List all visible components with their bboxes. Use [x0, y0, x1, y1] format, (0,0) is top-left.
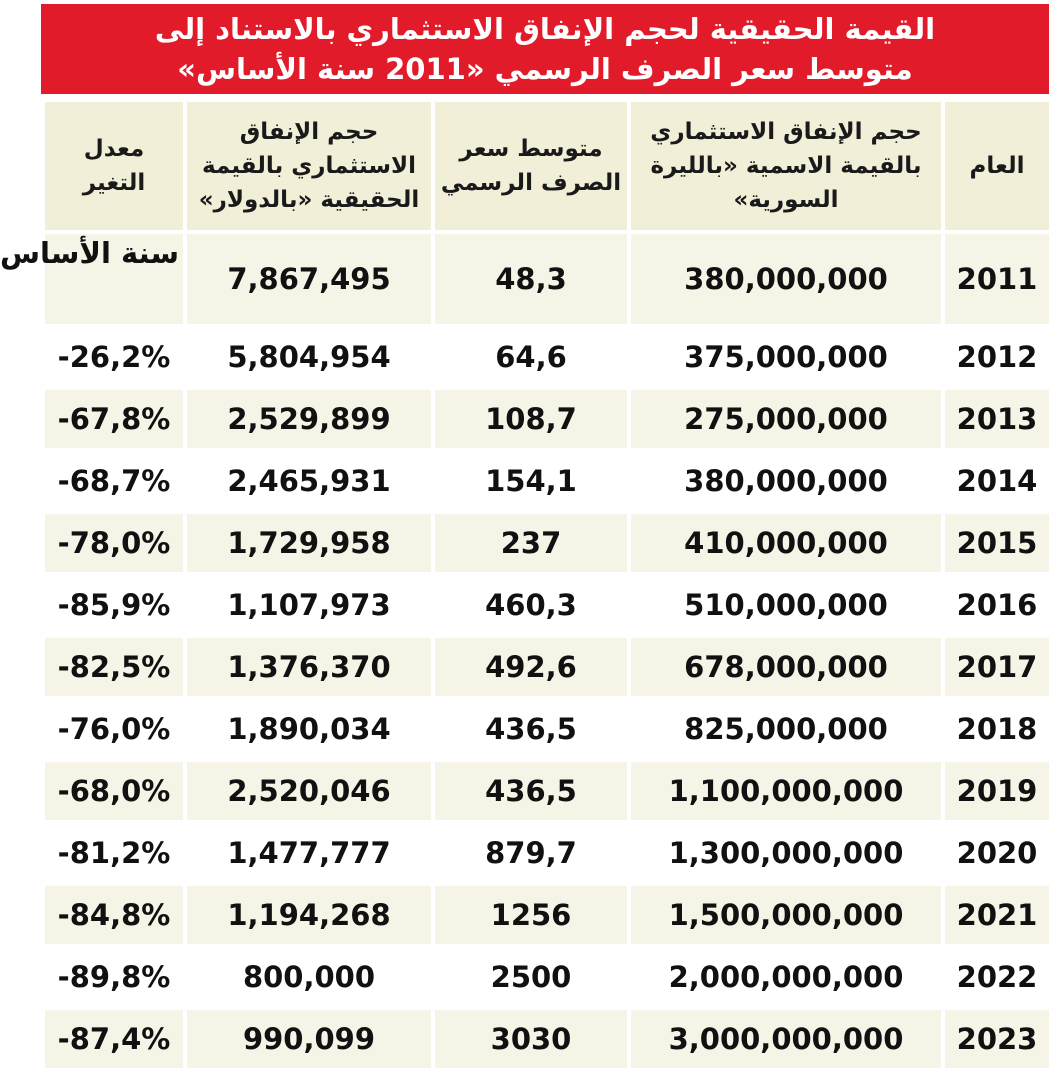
header-year	[945, 102, 1049, 230]
cell-year: 2017	[945, 638, 1049, 696]
cell-year: 2012	[945, 328, 1049, 386]
cell-change: -82,5%	[45, 638, 183, 696]
cell-real: 5,804,954	[187, 328, 431, 386]
cell-rate: 108,7	[435, 390, 627, 448]
cell-nominal: 2,000,000,000	[631, 948, 941, 1006]
cell-nominal: 380,000,000	[631, 234, 941, 324]
cell-nominal: 275,000,000	[631, 390, 941, 448]
cell-change: سنة الأساس	[45, 234, 183, 324]
cell-rate: 2500	[435, 948, 627, 1006]
header-change	[45, 102, 183, 230]
table-body	[0, 234, 1049, 1068]
header-real	[187, 102, 431, 230]
table-row	[45, 762, 1049, 820]
cell-rate: 154,1	[435, 452, 627, 510]
cell-change: -78,0%	[45, 514, 183, 572]
table-header	[45, 102, 1049, 230]
cell-rate: 64,6	[435, 328, 627, 386]
cell-change: -87,4%	[45, 1010, 183, 1068]
cell-rate: 1256	[435, 886, 627, 944]
header-nominal-label: حجم الإنفاق الاستثماري بالقيمة الاسمية «بالليرة السورية»	[650, 119, 922, 213]
table-row	[45, 886, 1049, 944]
cell-nominal: 1,300,000,000	[631, 824, 941, 882]
cell-rate: 460,3	[435, 576, 627, 634]
header-change-label: معدل التغير	[82, 136, 146, 196]
cell-rate: 436,5	[435, 700, 627, 758]
cell-change: -89,8%	[45, 948, 183, 1006]
cell-change: -81,2%	[45, 824, 183, 882]
cell-rate: 3030	[435, 1010, 627, 1068]
header-real-label: حجم الإنفاق الاستثماري بالقيمة الحقيقية «بالدولار»	[198, 119, 420, 213]
cell-year: 2015	[945, 514, 1049, 572]
table-row	[45, 390, 1049, 448]
table-row	[45, 948, 1049, 1006]
cell-real: 1,890,034	[187, 700, 431, 758]
cell-real: 2,465,931	[187, 452, 431, 510]
table-row	[45, 576, 1049, 634]
cell-nominal: 825,000,000	[631, 700, 941, 758]
table-row	[45, 328, 1049, 386]
cell-real: 800,000	[187, 948, 431, 1006]
table-row	[45, 452, 1049, 510]
table-title-line-2: متوسط سعر الصرف الرسمي «2011 سنة الأساس»	[177, 52, 913, 86]
cell-change: -76,0%	[45, 700, 183, 758]
cell-year: 2011	[945, 234, 1049, 324]
table-title	[41, 4, 1049, 94]
cell-real: 1,107,973	[187, 576, 431, 634]
header-rate-label: متوسط سعر الصرف الرسمي	[440, 136, 622, 196]
cell-rate: 237	[435, 514, 627, 572]
cell-year: 2020	[945, 824, 1049, 882]
cell-nominal: 3,000,000,000	[631, 1010, 941, 1068]
cell-nominal: 410,000,000	[631, 514, 941, 572]
cell-change: -67,8%	[45, 390, 183, 448]
table-row	[45, 234, 1049, 324]
cell-change: -68,0%	[45, 762, 183, 820]
cell-change: -26,2%	[45, 328, 183, 386]
cell-real: 1,477,777	[187, 824, 431, 882]
cell-year: 2022	[945, 948, 1049, 1006]
table-row	[45, 514, 1049, 572]
cell-rate: 436,5	[435, 762, 627, 820]
cell-year: 2021	[945, 886, 1049, 944]
header-year-label: العام	[969, 153, 1025, 179]
header-rate	[435, 102, 627, 230]
cell-change: -85,9%	[45, 576, 183, 634]
cell-year: 2014	[945, 452, 1049, 510]
cell-year: 2016	[945, 576, 1049, 634]
table-title-line-1: القيمة الحقيقية لحجم الإنفاق الاستثماري بالاستناد إلى	[154, 12, 936, 46]
table-row	[45, 700, 1049, 758]
cell-year: 2023	[945, 1010, 1049, 1068]
cell-real: 2,529,899	[187, 390, 431, 448]
table-row	[45, 824, 1049, 882]
header-row	[45, 102, 1049, 230]
header-nominal	[631, 102, 941, 230]
cell-rate: 48,3	[435, 234, 627, 324]
cell-nominal: 678,000,000	[631, 638, 941, 696]
cell-rate: 492,6	[435, 638, 627, 696]
cell-real: 2,520,046	[187, 762, 431, 820]
cell-nominal: 1,100,000,000	[631, 762, 941, 820]
cell-year: 2019	[945, 762, 1049, 820]
cell-real: 1,194,268	[187, 886, 431, 944]
cell-nominal: 510,000,000	[631, 576, 941, 634]
cell-change: -68,7%	[45, 452, 183, 510]
investment-table-figure	[0, 4, 1049, 1076]
cell-nominal: 375,000,000	[631, 328, 941, 386]
cell-year: 2018	[945, 700, 1049, 758]
cell-year: 2013	[945, 390, 1049, 448]
cell-real: 1,376,370	[187, 638, 431, 696]
cell-change: -84,8%	[45, 886, 183, 944]
table-row	[45, 638, 1049, 696]
cell-nominal: 1,500,000,000	[631, 886, 941, 944]
cell-real: 990,099	[187, 1010, 431, 1068]
cell-real: 1,729,958	[187, 514, 431, 572]
investment-data-table	[0, 98, 1053, 1072]
table-row	[45, 1010, 1049, 1068]
cell-real: 7,867,495	[187, 234, 431, 324]
cell-nominal: 380,000,000	[631, 452, 941, 510]
cell-rate: 879,7	[435, 824, 627, 882]
